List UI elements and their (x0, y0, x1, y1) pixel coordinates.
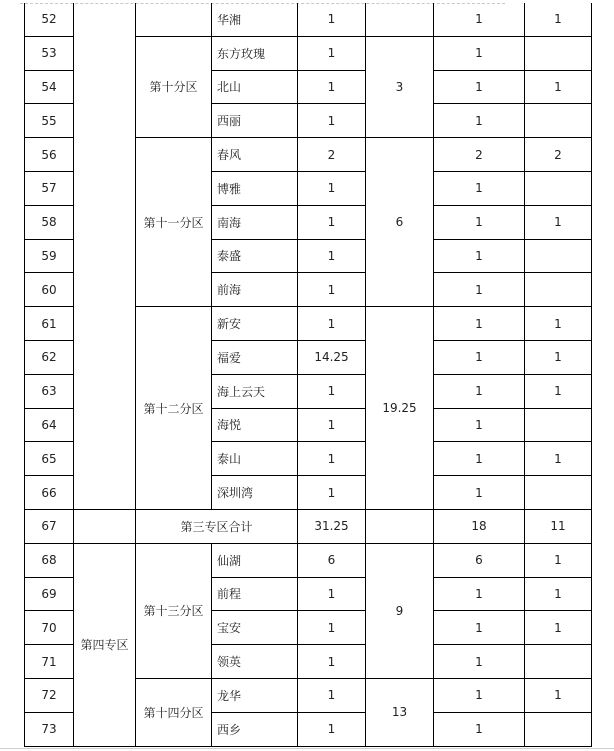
count-cell: 1 (434, 645, 525, 679)
extra-count-cell (525, 36, 592, 70)
site-name: 泰山 (212, 442, 298, 476)
subtotal-cell: 19.25 (366, 307, 434, 510)
extra-count-cell: 1 (525, 205, 592, 239)
count-cell: 1 (434, 678, 525, 712)
count-cell: 1 (434, 712, 525, 746)
row-number: 71 (25, 645, 74, 679)
row-number: 57 (25, 171, 74, 205)
zone-cell (74, 509, 136, 543)
row-number: 58 (25, 205, 74, 239)
value-cell: 1 (298, 374, 366, 408)
count-cell: 1 (434, 374, 525, 408)
count-cell: 1 (434, 104, 525, 138)
count-cell: 1 (434, 408, 525, 442)
value-cell: 1 (298, 678, 366, 712)
row-number: 59 (25, 239, 74, 273)
site-name: 南海 (212, 205, 298, 239)
site-name: 春风 (212, 138, 298, 172)
extra-count-cell: 1 (525, 307, 592, 341)
site-name: 西丽 (212, 104, 298, 138)
value-cell: 1 (298, 104, 366, 138)
row-number: 54 (25, 70, 74, 104)
value-cell: 1 (298, 70, 366, 104)
value-cell: 1 (298, 408, 366, 442)
district-cell: 第十一分区 (136, 138, 212, 307)
extra-count-cell (525, 476, 592, 510)
count-cell: 1 (434, 611, 525, 645)
count-cell: 2 (434, 138, 525, 172)
row-number: 53 (25, 36, 74, 70)
zone-cell: 第四专区 (74, 543, 136, 746)
row-number: 68 (25, 543, 74, 577)
row-number: 69 (25, 577, 74, 611)
value-cell: 1 (298, 476, 366, 510)
value-cell: 31.25 (298, 509, 366, 543)
site-name: 海悦 (212, 408, 298, 442)
value-cell: 1 (298, 645, 366, 679)
site-name: 深圳湾 (212, 476, 298, 510)
extra-count-cell: 1 (525, 70, 592, 104)
data-table (24, 3, 592, 747)
site-name: 前海 (212, 273, 298, 307)
count-cell: 1 (434, 171, 525, 205)
site-name: 博雅 (212, 171, 298, 205)
row-number: 65 (25, 442, 74, 476)
subtotal-cell: 13 (366, 678, 434, 746)
site-name: 东方玫瑰 (212, 36, 298, 70)
value-cell: 1 (298, 307, 366, 341)
row-number: 73 (25, 712, 74, 746)
site-name: 西乡 (212, 712, 298, 746)
count-cell: 1 (434, 36, 525, 70)
extra-count-cell: 1 (525, 543, 592, 577)
zone-total-row (25, 509, 592, 543)
extra-count-cell (525, 273, 592, 307)
extra-count-cell: 11 (525, 509, 592, 543)
value-cell: 1 (298, 611, 366, 645)
count-cell: 1 (434, 577, 525, 611)
table-row (25, 543, 592, 577)
extra-count-cell (525, 171, 592, 205)
value-cell: 6 (298, 543, 366, 577)
district-cell: 第十三分区 (136, 543, 212, 678)
district-cell: 第十四分区 (136, 678, 212, 746)
site-name: 宝安 (212, 611, 298, 645)
extra-count-cell (525, 104, 592, 138)
value-cell: 1 (298, 171, 366, 205)
site-name: 北山 (212, 70, 298, 104)
extra-count-cell (525, 408, 592, 442)
value-cell: 1 (298, 3, 366, 36)
table-row (25, 3, 592, 36)
row-number: 70 (25, 611, 74, 645)
site-name: 仙湖 (212, 543, 298, 577)
site-name: 泰盛 (212, 239, 298, 273)
district-cell (136, 3, 212, 36)
count-cell: 6 (434, 543, 525, 577)
row-number: 63 (25, 374, 74, 408)
value-cell: 1 (298, 273, 366, 307)
value-cell: 1 (298, 36, 366, 70)
subtotal-cell: 6 (366, 138, 434, 307)
extra-count-cell: 1 (525, 577, 592, 611)
subtotal-cell: 9 (366, 543, 434, 678)
count-cell: 1 (434, 307, 525, 341)
extra-count-cell: 1 (525, 611, 592, 645)
extra-count-cell (525, 645, 592, 679)
site-name: 新安 (212, 307, 298, 341)
value-cell: 1 (298, 577, 366, 611)
extra-count-cell: 1 (525, 3, 592, 36)
value-cell: 1 (298, 712, 366, 746)
page-bottom-border (0, 748, 614, 749)
count-cell: 1 (434, 273, 525, 307)
count-cell: 1 (434, 442, 525, 476)
extra-count-cell: 1 (525, 374, 592, 408)
count-cell: 18 (434, 509, 525, 543)
row-number: 64 (25, 408, 74, 442)
extra-count-cell: 1 (525, 678, 592, 712)
site-name: 海上云天 (212, 374, 298, 408)
count-cell: 1 (434, 476, 525, 510)
row-number: 60 (25, 273, 74, 307)
value-cell: 14.25 (298, 340, 366, 374)
site-name: 领英 (212, 645, 298, 679)
district-cell: 第十分区 (136, 36, 212, 137)
value-cell: 1 (298, 239, 366, 273)
extra-count-cell: 1 (525, 340, 592, 374)
row-number: 62 (25, 340, 74, 374)
value-cell: 1 (298, 205, 366, 239)
subtotal-cell (366, 509, 434, 543)
zone-total-label: 第三专区合计 (136, 509, 298, 543)
count-cell: 1 (434, 340, 525, 374)
row-number: 61 (25, 307, 74, 341)
count-cell: 1 (434, 205, 525, 239)
subtotal-cell: 3 (366, 36, 434, 137)
row-number: 52 (25, 3, 74, 36)
row-number: 66 (25, 476, 74, 510)
extra-count-cell: 1 (525, 442, 592, 476)
site-name: 福爱 (212, 340, 298, 374)
value-cell: 1 (298, 442, 366, 476)
site-name: 前程 (212, 577, 298, 611)
row-number: 56 (25, 138, 74, 172)
site-name: 龙华 (212, 678, 298, 712)
extra-count-cell: 2 (525, 138, 592, 172)
extra-count-cell (525, 239, 592, 273)
row-number: 67 (25, 509, 74, 543)
zone-cell (74, 3, 136, 509)
row-number: 72 (25, 678, 74, 712)
row-number: 55 (25, 104, 74, 138)
count-cell: 1 (434, 3, 525, 36)
subtotal-cell (366, 3, 434, 36)
site-name: 华湘 (212, 3, 298, 36)
extra-count-cell (525, 712, 592, 746)
count-cell: 1 (434, 70, 525, 104)
count-cell: 1 (434, 239, 525, 273)
value-cell: 2 (298, 138, 366, 172)
district-cell: 第十二分区 (136, 307, 212, 510)
